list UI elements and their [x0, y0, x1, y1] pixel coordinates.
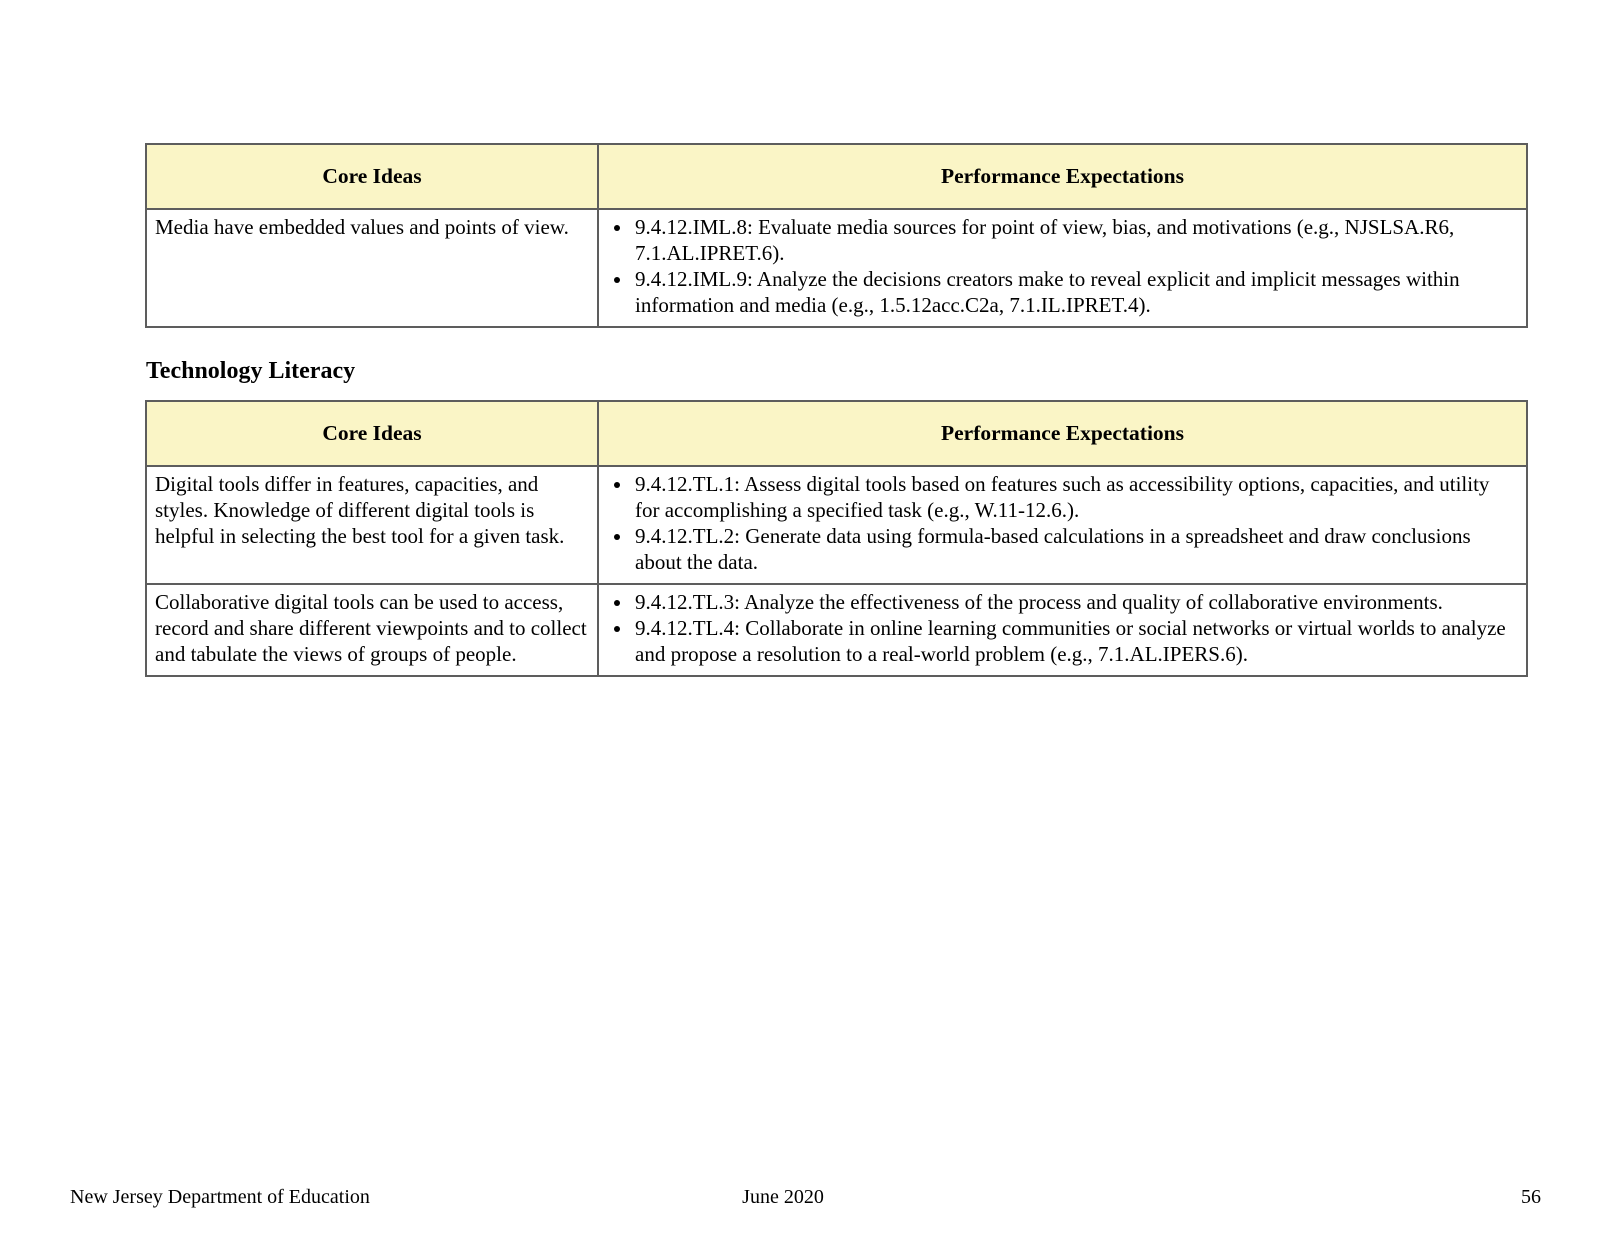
page-content — [145, 143, 1528, 677]
expectations-list — [607, 589, 1518, 667]
expectation-item: • 9.4.12.TL.2: Generate data using formula-based calculations in a spreadsheet and draw conclusions about the data. — [633, 523, 1518, 575]
core-ideas-header: Core Ideas — [146, 144, 598, 209]
table-row — [146, 584, 1527, 676]
performance-expectations-cell — [598, 466, 1527, 584]
performance-expectations-cell — [598, 584, 1527, 676]
table-header-row — [146, 401, 1527, 466]
media-literacy-table — [145, 143, 1528, 328]
table-row — [146, 209, 1527, 327]
core-idea-cell: Collaborative digital tools can be used to access, record and share different viewpoints and to collect and tabulate the views of groups of people. — [146, 584, 598, 676]
expectations-list — [607, 471, 1518, 575]
core-idea-cell: Media have embedded values and points of view. — [146, 209, 598, 327]
expectation-item: • 9.4.12.TL.3: Analyze the effectiveness of the process and quality of collaborative environments. — [633, 589, 1518, 615]
performance-expectations-header: Performance Expectations — [598, 144, 1527, 209]
expectation-item: • 9.4.12.IML.9: Analyze the decisions creators make to reveal explicit and implicit messages within information and media (e.g., 1.5.12acc.C2a, 7.1.IL.IPRET.4). — [633, 266, 1518, 318]
expectations-list — [607, 214, 1518, 318]
table-header-row — [146, 144, 1527, 209]
core-idea-cell: Digital tools differ in features, capacities, and styles. Knowledge of different digital tools is helpful in selecting the best tool for a given task. — [146, 466, 598, 584]
technology-literacy-table — [145, 400, 1528, 677]
expectation-item: • 9.4.12.TL.1: Assess digital tools based on features such as accessibility options, capacities, and utility for accomplishing a specified task (e.g., W.11-12.6.). — [633, 471, 1518, 523]
section-heading: Technology Literacy — [146, 358, 356, 384]
performance-expectations-header: Performance Expectations — [598, 401, 1527, 466]
core-ideas-header: Core Ideas — [146, 401, 598, 466]
performance-expectations-cell — [598, 209, 1527, 327]
expectation-item: • 9.4.12.TL.4: Collaborate in online learning communities or social networks or virtual worlds to analyze and propose a resolution to a real-world problem (e.g., 7.1.AL.IPERS.6). — [633, 615, 1518, 667]
expectation-item: • 9.4.12.IML.8: Evaluate media sources for point of view, bias, and motivations (e.g., NJSLSA.R6, 7.1.AL.IPRET.6). — [633, 214, 1518, 266]
footer-page-number: 56 — [1521, 1186, 1541, 1208]
table-row — [146, 466, 1527, 584]
footer-organization: New Jersey Department of Education — [70, 1186, 370, 1208]
page-footer — [0, 1186, 1600, 1216]
footer-date: June 2020 — [742, 1186, 824, 1208]
